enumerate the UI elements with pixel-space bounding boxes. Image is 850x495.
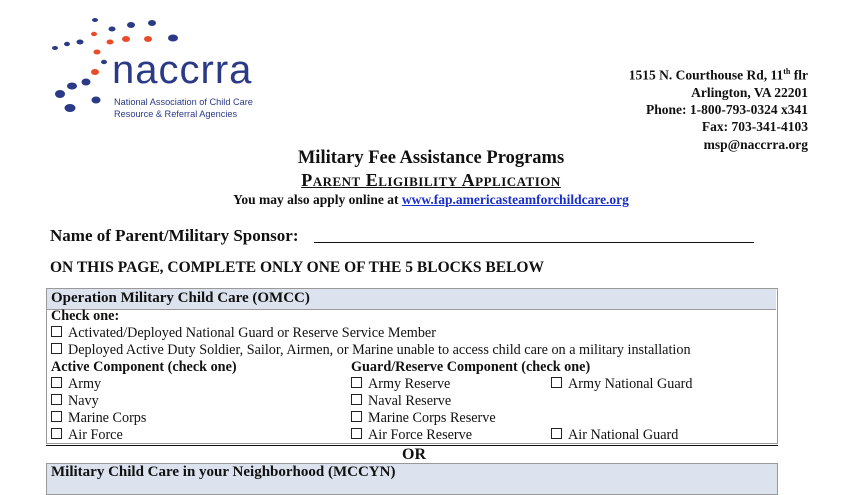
checkbox[interactable] — [351, 428, 362, 439]
option-navy[interactable]: Navy — [51, 393, 99, 410]
online-apply-link[interactable]: www.fap.americasteamforchildcare.org — [401, 192, 629, 207]
option-air-force-reserve[interactable]: Air Force Reserve — [351, 427, 472, 444]
checkbox[interactable] — [51, 394, 62, 405]
checkbox[interactable] — [351, 411, 362, 422]
sponsor-name-label: Name of Parent/Military Sponsor: — [50, 226, 299, 245]
checkbox[interactable] — [551, 428, 562, 439]
address-line2: Arlington, VA 22201 — [691, 84, 808, 100]
address-email: msp@naccrra.org — [703, 136, 808, 152]
guard-reserve-heading: Guard/Reserve Component (check one) — [351, 359, 591, 375]
active-component-heading: Active Component (check one) — [51, 359, 237, 375]
address-phone: Phone: 1-800-793-0324 x341 — [646, 102, 808, 118]
option-army[interactable]: Army — [51, 376, 101, 393]
mccyn-heading: Military Child Care in your Neighborhood (MCCYN) — [51, 464, 396, 480]
logo-subtitle — [114, 96, 253, 120]
address-line1: 1515 N. Courthouse Rd, 11th flr — [628, 67, 808, 83]
option-air-force[interactable]: Air Force — [51, 427, 123, 444]
checkbox[interactable] — [51, 377, 62, 388]
omcc-heading: Operation Military Child Care (OMCC) — [51, 290, 310, 306]
checkbox[interactable] — [51, 428, 62, 439]
or-separator: OR — [402, 446, 426, 463]
logo-subtitle-line2: Resource & Referral Agencies — [114, 109, 238, 119]
address-fax: Fax: 703-341-4103 — [701, 119, 808, 135]
page-subtitle: Parent Eligibility Application — [301, 170, 561, 190]
logo-subtitle-line1: National Association of Child Care — [114, 97, 253, 107]
option-army-national-guard[interactable]: Army National Guard — [551, 376, 693, 393]
online-apply-note: You may also apply online at www.fap.americasteamforchildcare.org — [233, 192, 629, 207]
address-block — [629, 63, 808, 153]
checkbox[interactable] — [351, 377, 362, 388]
option-activated-guard[interactable]: Activated/Deployed National Guard or Reserve Service Member — [51, 325, 436, 342]
check-one-label: Check one: — [51, 308, 120, 324]
page-title: Military Fee Assistance Programs — [297, 148, 565, 168]
checkbox[interactable] — [551, 377, 562, 388]
option-marine-corps[interactable]: Marine Corps — [51, 410, 146, 427]
checkbox[interactable] — [51, 343, 62, 354]
option-marine-corps-reserve[interactable]: Marine Corps Reserve — [351, 410, 496, 427]
option-army-reserve[interactable]: Army Reserve — [351, 376, 450, 393]
option-deployed-active[interactable]: Deployed Active Duty Soldier, Sailor, Airmen, or Marine unable to access child care on a military installation — [51, 342, 691, 359]
logo-wordmark: naccrra — [112, 48, 253, 92]
option-naval-reserve[interactable]: Naval Reserve — [351, 393, 451, 410]
sponsor-name-field[interactable] — [314, 242, 754, 243]
checkbox[interactable] — [51, 411, 62, 422]
option-air-national-guard[interactable]: Air National Guard — [551, 427, 678, 444]
checkbox[interactable] — [51, 326, 62, 337]
block-instruction: ON THIS PAGE, COMPLETE ONLY ONE OF THE 5 BLOCKS BELOW — [50, 259, 544, 276]
checkbox[interactable] — [351, 394, 362, 405]
